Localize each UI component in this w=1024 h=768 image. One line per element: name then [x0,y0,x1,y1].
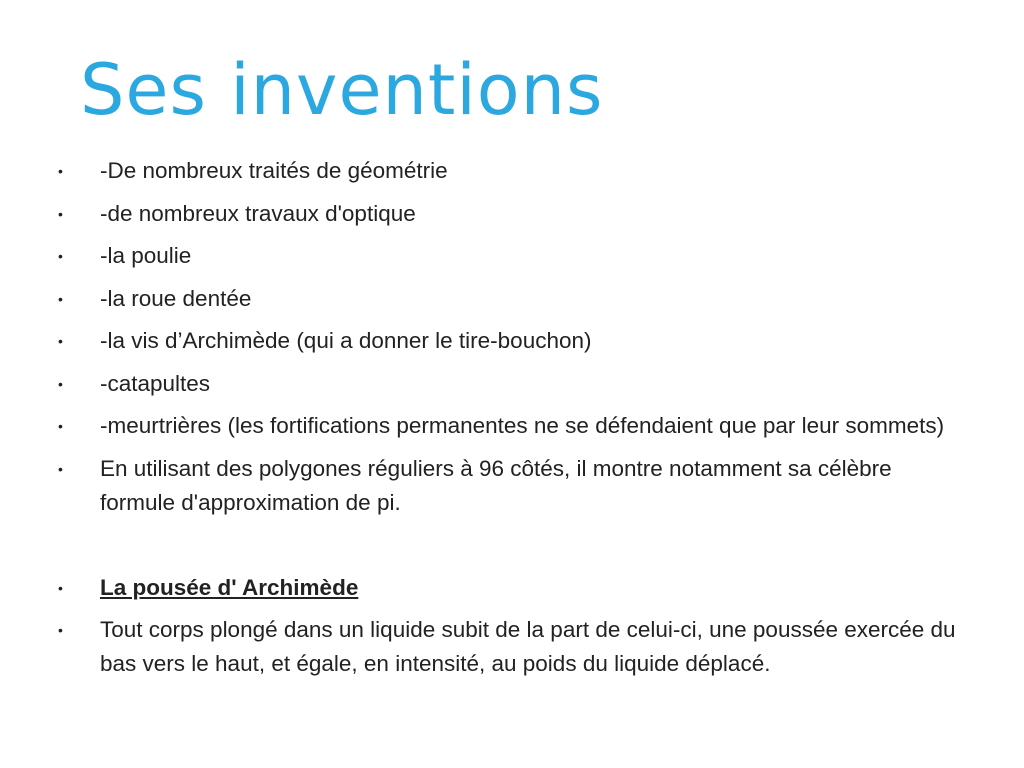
list-item [56,282,966,316]
list-item [56,324,966,358]
bullet-icon: • [58,622,63,638]
list-spacer [56,528,966,562]
list-item [56,452,966,520]
list-item-text: -catapultes [100,370,211,396]
list-item [56,239,966,273]
bullet-icon: • [58,418,63,434]
bullet-list [56,154,966,690]
list-item-text: -la vis d’Archimède (qui a donner le tire-bouchon) [100,328,592,353]
list-item [56,409,966,443]
list-item-text: -de nombreux travaux d'optique [100,200,416,226]
list-item-text: -meurtrières (les fortifications permanentes ne se défendaient que par leur sommets) [100,413,945,438]
section-heading-item [56,571,966,605]
bullet-icon: • [58,290,63,307]
list-item-text: -la poulie [100,243,192,268]
bullet-icon: • [58,333,63,349]
list-item [56,197,966,231]
section-heading: La pousée d' Archimède [100,574,359,600]
list-item-text: -De nombreux traités de géométrie [100,158,448,183]
bullet-icon: • [58,579,63,596]
list-item-text: -la roue dentée [100,285,252,311]
list-item [56,613,966,681]
bullet-icon: • [58,163,63,179]
slide-title: Ses inventions [80,49,604,131]
list-item [56,154,966,188]
bullet-icon: • [58,205,63,222]
bullet-icon: • [58,248,63,264]
section-text: Tout corps plongé dans un liquide subit de la part de celui-ci, une poussée exercée du bas vers le haut, et égale, en intensité, au poids du liquide déplacé. [100,617,956,676]
bullet-icon: • [58,375,63,392]
list-item-text: En utilisant des polygones réguliers à 96 côtés, il montre notamment sa célèbre formule d'approximation de pi. [100,455,892,515]
bullet-icon: • [58,460,63,477]
list-item [56,367,966,401]
